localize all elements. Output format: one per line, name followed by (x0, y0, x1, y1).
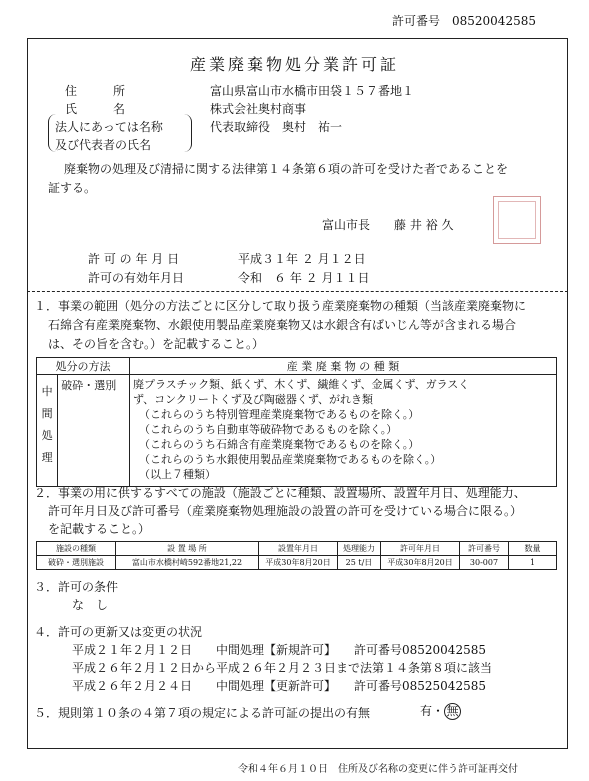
history-line: 平成２６年２月２４日 中間処理【更新許可】 許可番号08525042585 (72, 679, 486, 693)
facility-header-capacity: 処理能力 (338, 542, 381, 556)
waste-type-line: （これらのうち水銀使用製品産業廃棄物であるものを除く。） (139, 453, 442, 466)
disposal-scope-table (36, 357, 557, 487)
section3-value: な し (72, 598, 109, 612)
facility-header-quantity: 数量 (509, 542, 557, 556)
facility-header-permit-date: 許可年月日 (381, 542, 460, 556)
statement-line2: 証する。 (48, 181, 97, 195)
reissue-note: 令和４年６月１０日 住所及び名称の変更に伴う許可証再交付 (238, 764, 518, 775)
section1-line1: １．事業の範囲（処分の方法ごとに区分して取り扱う産業廃棄物の種類（当該産業廃棄物に (34, 299, 527, 313)
method-header: 処分の方法 (37, 358, 130, 375)
choice-yes: 有 (420, 704, 433, 718)
waste-type-line: ず、コンクリートくず及び陶磁器くず、がれき類 (133, 393, 374, 406)
facility-quantity: 1 (509, 556, 557, 570)
section2-line1: ２．事業の用に供するすべての施設（施設ごとに種類、設置場所、設置年月日、処理能力、 (34, 486, 526, 500)
facility-type: 破砕・選別施設 (37, 556, 116, 570)
disposal-method: 破砕・選別 (58, 375, 130, 487)
issuer-name: 富山市長 藤 井 裕 久 (322, 218, 454, 232)
history-line: 平成２１年２月１２日 中間処理【新規許可】 許可番号08520042585 (72, 643, 486, 657)
choice-dot: ・ (432, 704, 445, 718)
facility-header-permit-number: 許可番号 (460, 542, 509, 556)
waste-types-header: 産 業 廃 棄 物 の 種 類 (130, 358, 557, 375)
address-value: 富山県富山市水橋市田袋１５７番地１ (210, 84, 415, 98)
expiry-date-label: 許可の有効年月日 (88, 271, 185, 285)
corp-label-line1: 法人にあっては名称 (55, 120, 163, 134)
permit-date-value: 平成３１年 ２ 月１２日 (238, 252, 366, 266)
facility-permit-number: 30-007 (460, 556, 509, 570)
section1-line3: は、その旨を含む。）を記載すること。） (48, 337, 265, 351)
section2-line3: を記載すること。） (48, 522, 151, 536)
facility-capacity: 25 t/日 (338, 556, 381, 570)
representative-value: 代表取締役 奥村 祐一 (210, 120, 343, 134)
facility-location: 富山市水橋村崎592番地21,22 (116, 556, 259, 570)
section1-line2: 石綿含有産業廃棄物、水銀使用製品産業廃棄物又は水銀含有ばいじん等が含まれる場合 (48, 318, 517, 332)
statement-line1: 廃棄物の処理及び清掃に関する法律第１４条第６項の許可を受けた者であることを (64, 162, 509, 176)
address-label: 住 所 (65, 84, 126, 98)
facility-table (36, 541, 557, 570)
permit-date-label: 許 可 の 年 月 日 (88, 252, 180, 266)
waste-type-line: （これらのうち自動車等破砕物であるものを除く。） (139, 423, 398, 436)
history-line: 平成２６年２月１２日から平成２６年２月２３日まで法第１４条第８項に該当 (72, 661, 493, 675)
facility-header-location: 設 置 場 所 (116, 542, 259, 556)
facility-install-date: 平成30年8月20日 (259, 556, 338, 570)
section4-title: ４．許可の更新又は変更の状況 (34, 625, 203, 639)
official-seal (493, 196, 541, 244)
expiry-date-value: 令和 ６ 年 ２ 月１１日 (238, 271, 370, 285)
name-value: 株式会社奥村商事 (210, 102, 307, 116)
submission-choice (420, 702, 461, 721)
choice-no-circled: 無 (444, 703, 461, 720)
section5-text: ５．規則第１０条の４第７項の規定による許可証の提出の有無 (34, 706, 371, 720)
section3-title: ３．許可の条件 (34, 580, 119, 594)
intermediate-treatment-label: 中 間 処 理 (37, 375, 58, 487)
facility-header-type: 施設の種類 (37, 542, 116, 556)
waste-type-line: （これらのうち石綿含有産業廃棄物であるものを除く。） (139, 438, 420, 451)
corp-label-line2: 及び代表者の氏名 (55, 138, 152, 152)
facility-header-install-date: 設置年月日 (259, 542, 338, 556)
waste-types-list (130, 375, 557, 487)
waste-type-line: （以上７種類） (139, 468, 216, 481)
facility-permit-date: 平成30年8月20日 (381, 556, 460, 570)
name-label: 氏 名 (65, 102, 126, 116)
waste-type-line: 廃プラスチック類、紙くず、木くず、繊維くず、金属くず、ガラスく (133, 378, 470, 391)
section2-line2: 許可年月日及び許可番号（産業廃棄物処理施設の設置の許可を受けている場合に限る。） (48, 504, 523, 518)
waste-type-line: （これらのうち特別管理産業廃棄物であるものを除く。） (139, 408, 420, 421)
certificate-title: 産業廃棄物処分業許可証 (189, 55, 399, 74)
section-separator (27, 291, 568, 292)
permit-number-header: 許可番号 08520042585 (392, 14, 536, 28)
